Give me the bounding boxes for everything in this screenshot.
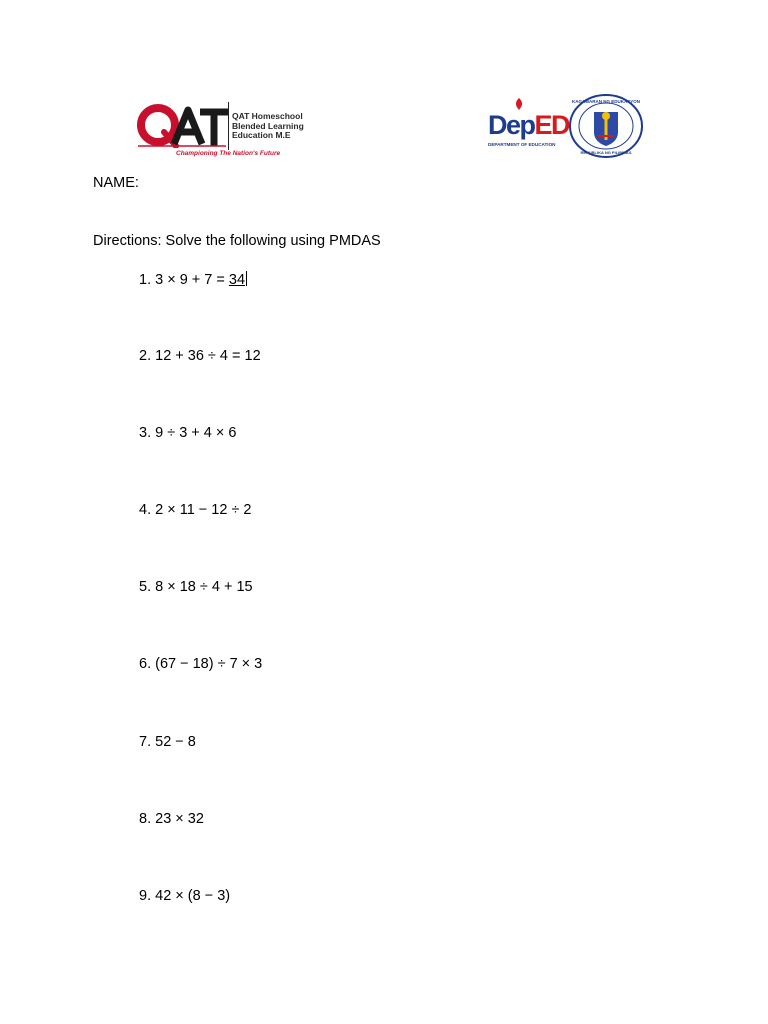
problem-number: 8. [139,811,152,827]
problem-expression: 42 × (8 − 3) [155,888,231,904]
torch-flame-icon [512,98,526,114]
problem-item [139,811,204,827]
problem-expression: 9 ÷ 3 + 4 × 6 [155,425,237,441]
problem-item [139,734,196,750]
problem-expression: 52 − 8 [155,734,196,750]
problem-item [139,579,253,595]
problem-number: 6. [139,656,152,672]
qat-tagline: Championing The Nation's Future [176,150,281,157]
deped-word-part2: ED [534,110,570,140]
problem-number: 4. [139,502,152,518]
problem-number: 2. [139,348,152,364]
problem-item [139,502,252,518]
qat-line: QAT Homeschool [232,111,303,121]
qat-mark-icon [136,102,228,148]
deped-word-part1: Dep [488,110,535,140]
deped-seal-icon [568,94,644,158]
qat-text [232,112,304,141]
problem-item [139,425,236,441]
problem-number: 5. [139,579,152,595]
problem-expression: 12 + 36 ÷ 4 = 12 [155,348,261,364]
problem-expression: (67 − 18) ÷ 7 × 3 [155,656,263,672]
name-label: NAME: [93,175,139,191]
problem-number: 3. [139,425,152,441]
deped-logo [486,96,570,154]
qat-divider [228,102,229,150]
text-cursor [246,271,247,286]
answer-field[interactable]: 34 [228,272,246,288]
problem-item [139,656,262,672]
problem-expression: 3 × 9 + 7 = [155,272,229,288]
qat-line: Blended Learning [232,120,304,131]
problem-expression: 8 × 18 ÷ 4 + 15 [155,579,253,595]
problem-number: 1. [139,272,152,288]
deped-wordmark [488,110,569,141]
qat-logo [136,98,306,162]
problem-number: 9. [139,888,152,904]
problem-item [139,271,247,288]
problem-item [139,888,230,904]
directions-text: Directions: Solve the following using PMDAS [93,233,381,249]
deped-subtitle: DEPARTMENT OF EDUCATION [488,142,556,147]
problem-expression: 23 × 32 [155,811,204,827]
seal-bottom-text: REPUBLIKA NG PILIPINAS [580,150,632,155]
qat-line: Education M.E [232,130,291,140]
problem-expression: 2 × 11 − 12 ÷ 2 [155,502,252,518]
problem-number: 7. [139,734,152,750]
seal-top-text: KAGAWARAN NG EDUKASYON [571,99,641,104]
problem-item [139,348,261,364]
